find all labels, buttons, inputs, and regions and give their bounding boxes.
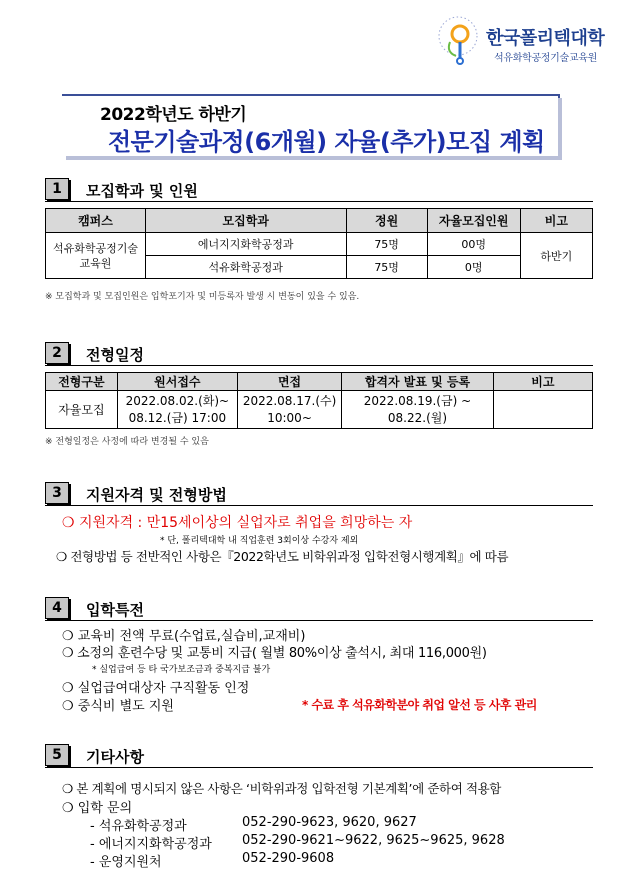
apply-end: 08.12.(금) 17:00 bbox=[128, 410, 227, 425]
campus-name: 석유화학공정기술교육원 bbox=[494, 53, 597, 64]
section-2-number: 2 bbox=[45, 342, 69, 364]
remark-cell: 하반기 bbox=[520, 233, 592, 279]
section-4-underline bbox=[45, 620, 593, 621]
recruit-table bbox=[45, 208, 593, 279]
section-3-number: 3 bbox=[45, 482, 69, 504]
table-row bbox=[46, 233, 593, 256]
remark-cell bbox=[493, 391, 592, 429]
col-header-announce: 합격자 발표 및 등록 bbox=[342, 373, 493, 391]
contact-phone: 052-290-9623, 9620, 9627 bbox=[242, 815, 417, 830]
col-header-count: 자율모집인원 bbox=[427, 209, 520, 233]
aftercare-note: * 수료 후 석유화학분야 취업 알선 등 사후 관리 bbox=[302, 698, 537, 712]
apply-cell bbox=[117, 391, 237, 429]
section-3-underline bbox=[45, 505, 593, 506]
benefit-item: ❍ 교육비 전액 무료(수업료,실습비,교재비) bbox=[62, 629, 306, 644]
interview-time: 10:00~ bbox=[267, 410, 312, 425]
table-row bbox=[46, 391, 593, 429]
benefit-item: ❍ 실업급여대상자 구직활동 인정 bbox=[62, 681, 250, 696]
page-title: 전문기술과정(6개월) 자율(추가)모집 계획 bbox=[108, 128, 545, 156]
eligibility-item: ❍ 지원자격 : 만15세이상의 실업자로 취업을 희망하는 자 bbox=[62, 515, 413, 531]
campus-cell: 석유화학공정기술 교육원 bbox=[46, 233, 146, 279]
section-5-number: 5 bbox=[45, 744, 69, 766]
interview-cell bbox=[237, 391, 341, 429]
announce-cell bbox=[342, 391, 493, 429]
contact-dept: - 에너지지화학공정과 bbox=[90, 837, 212, 852]
col-header-remark: 비고 bbox=[520, 209, 592, 233]
section-4-number: 4 bbox=[45, 597, 69, 619]
contact-phone: 052-290-9621~9622, 9625~9625, 9628 bbox=[242, 833, 505, 848]
title-year: 2022학년도 하반기 bbox=[100, 105, 247, 125]
col-header-campus: 캠퍼스 bbox=[46, 209, 146, 233]
section-1-title: 모집학과 및 인원 bbox=[86, 182, 198, 200]
eligibility-note: * 단, 폴리텍대학 내 직업훈련 3회이상 수강자 제외 bbox=[160, 536, 359, 546]
count-cell: 00명 bbox=[427, 233, 520, 256]
college-name: 한국폴리텍대학 bbox=[486, 28, 605, 49]
announce-start: 2022.08.19.(금) ~ bbox=[363, 393, 472, 408]
section-2-title: 전형일정 bbox=[86, 346, 144, 364]
polytechnic-logo-icon bbox=[436, 14, 484, 70]
apply-start: 2022.08.02.(화)~ bbox=[125, 393, 230, 408]
capacity-cell: 75명 bbox=[346, 256, 427, 279]
section-1-underline bbox=[45, 201, 593, 202]
section-5-underline bbox=[45, 767, 593, 768]
college-logo bbox=[436, 14, 636, 74]
interview-date: 2022.08.17.(수) bbox=[242, 393, 337, 408]
section-2-note: ※ 전형일정은 사정에 따라 변경될 수 있음 bbox=[45, 437, 209, 447]
section-2-underline bbox=[45, 365, 593, 366]
col-header-type: 전형구분 bbox=[46, 373, 118, 391]
section-1-number: 1 bbox=[45, 178, 69, 200]
section-5-title: 기타사항 bbox=[86, 748, 144, 766]
benefit-note: * 실업급여 등 타 국가보조금과 중복지급 불가 bbox=[92, 665, 271, 675]
col-header-interview: 면접 bbox=[237, 373, 341, 391]
benefit-item: ❍ 중식비 별도 지원 bbox=[62, 699, 174, 714]
col-header-remark: 비고 bbox=[493, 373, 592, 391]
schedule-table bbox=[45, 372, 593, 429]
col-header-capacity: 정원 bbox=[346, 209, 427, 233]
capacity-cell: 75명 bbox=[346, 233, 427, 256]
section-3-title: 지원자격 및 전형방법 bbox=[86, 486, 227, 504]
inquiry-heading: ❍ 입학 문의 bbox=[62, 801, 133, 816]
other-item: ❍ 본 계획에 명시되지 않은 사항은 ‘비학위과정 입학전형 기본계획’에 준하여 적용함 bbox=[62, 781, 501, 796]
contact-phone: 052-290-9608 bbox=[242, 851, 335, 866]
section-4-title: 입학특전 bbox=[86, 601, 144, 619]
count-cell: 0명 bbox=[427, 256, 520, 279]
contact-dept: - 운영지원처 bbox=[90, 855, 162, 870]
dept-cell: 에너지지화학공정과 bbox=[145, 233, 346, 256]
col-header-apply: 원서접수 bbox=[117, 373, 237, 391]
announce-end: 08.22.(월) bbox=[387, 410, 448, 425]
col-header-dept: 모집학과 bbox=[145, 209, 346, 233]
dept-cell: 석유화학공정과 bbox=[145, 256, 346, 279]
type-cell: 자율모집 bbox=[46, 391, 118, 429]
selection-method-item: ❍ 전형방법 등 전반적인 사항은『2022학년도 비학위과정 입학전형시행계획』에 따름 bbox=[56, 549, 509, 564]
benefit-item: ❍ 소정의 훈련수당 및 교통비 지급( 월별 80%이상 출석시, 최대 116,000원) bbox=[62, 646, 487, 661]
section-1-note: ※ 모집학과 및 모집인원은 입학포기자 및 미등록자 발생 시 변동이 있을 수 있음. bbox=[45, 292, 360, 302]
contact-dept: - 석유화학공정과 bbox=[90, 819, 187, 834]
